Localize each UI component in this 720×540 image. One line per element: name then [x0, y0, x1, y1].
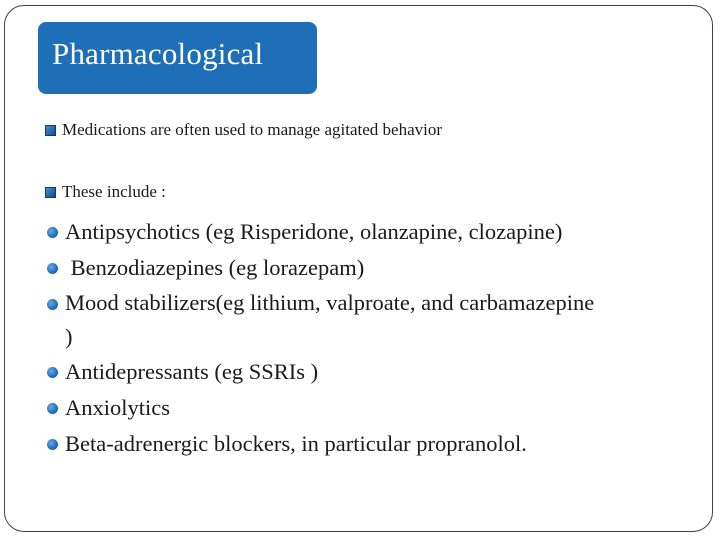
- round-bullet-icon: [47, 439, 58, 450]
- intro-item: [45, 182, 166, 202]
- list-item: [44, 214, 694, 250]
- list-item-text: Antipsychotics (eg Risperidone, olanzapine, clozapine): [65, 219, 563, 244]
- list-item-text: Mood stabilizers(eg lithium, valproate, and carbamazepine ): [65, 290, 595, 349]
- intro-item-text: These include :: [62, 182, 166, 201]
- list-item-text: Benzodiazepines (eg lorazepam): [65, 255, 365, 280]
- list-item: [44, 250, 694, 286]
- list-item: [44, 390, 694, 426]
- round-bullet-icon: [47, 227, 58, 238]
- intro-item-text: Medications are often used to manage agitated behavior: [62, 120, 442, 139]
- round-bullet-icon: [47, 403, 58, 414]
- round-bullet-icon: [47, 299, 58, 310]
- list-item-text: Anxiolytics: [65, 395, 170, 420]
- list-item-text: Antidepressants (eg SSRIs ): [65, 359, 319, 384]
- square-bullet-icon: [45, 187, 56, 198]
- list-item: [44, 426, 694, 462]
- list-item: [44, 354, 694, 390]
- bullet-list: [44, 214, 694, 462]
- intro-item: [45, 120, 442, 140]
- list-item-text: Beta-adrenergic blockers, in particular propranolol.: [65, 431, 527, 456]
- round-bullet-icon: [47, 367, 58, 378]
- list-item: [44, 286, 605, 354]
- slide-title: Pharmacological: [52, 36, 264, 71]
- round-bullet-icon: [47, 263, 58, 274]
- square-bullet-icon: [45, 125, 56, 136]
